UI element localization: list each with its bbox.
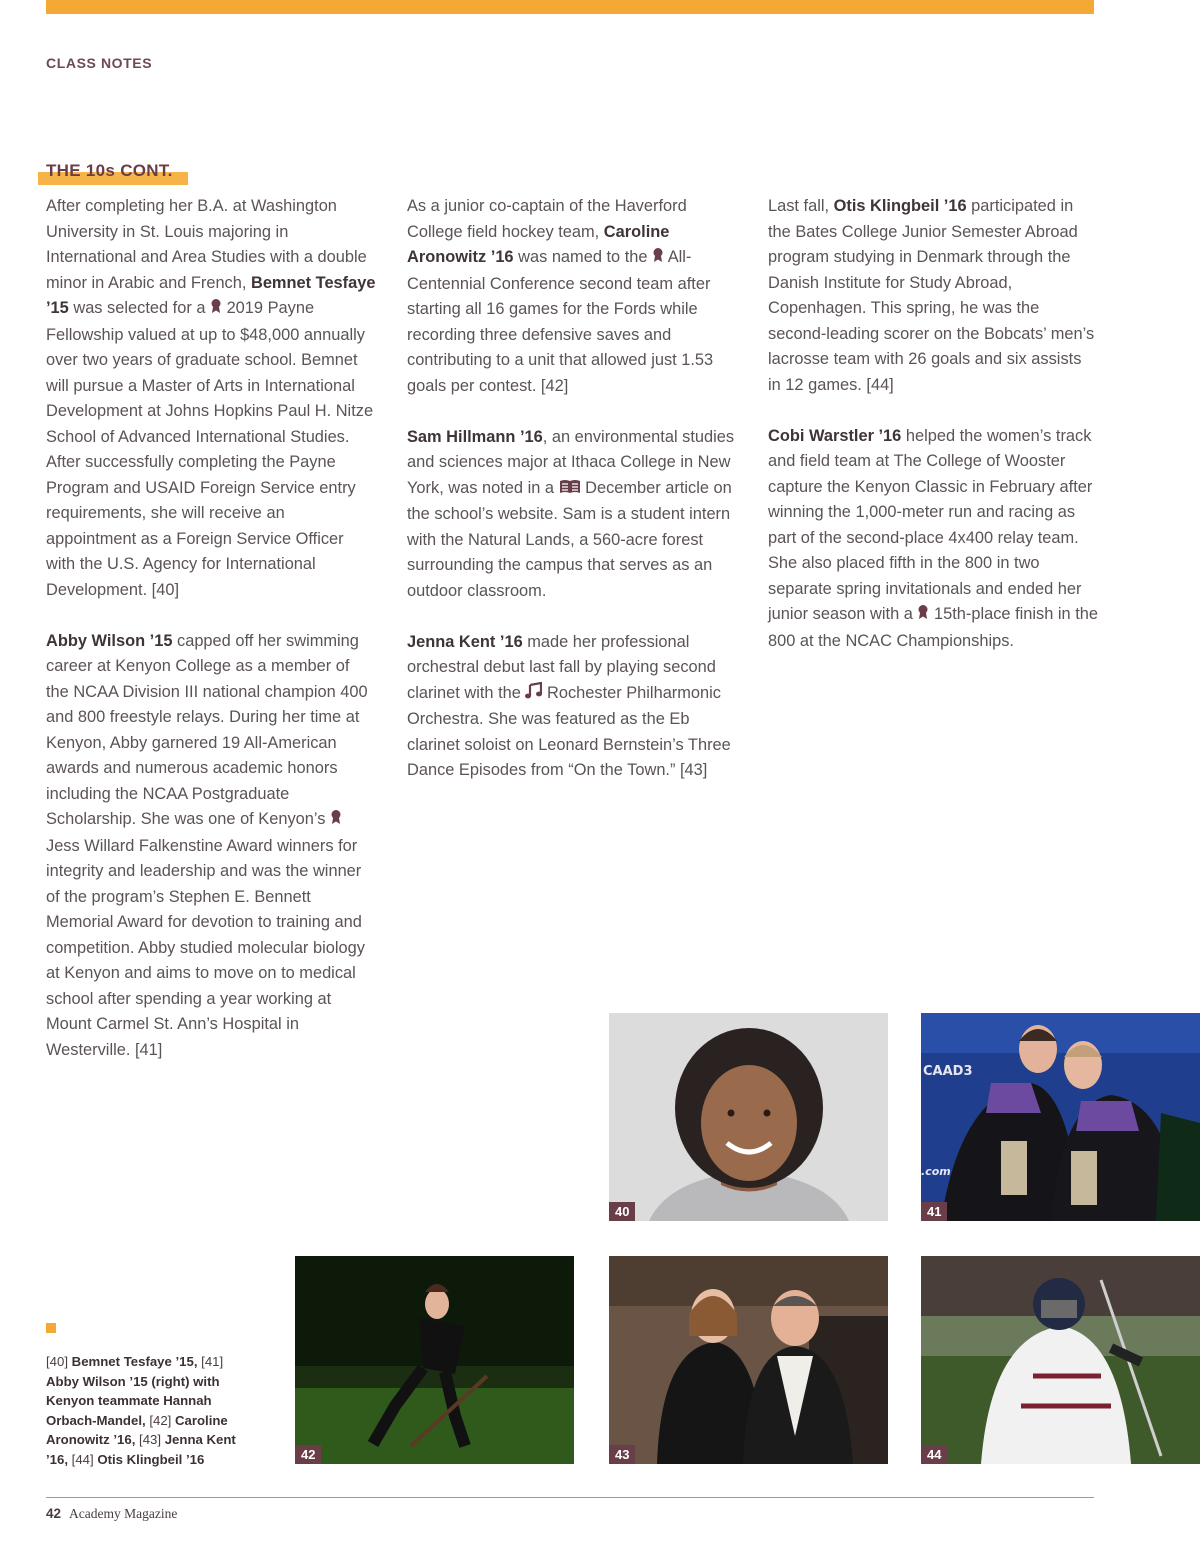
caption-marker (46, 1323, 56, 1333)
section-heading-wrap (38, 161, 173, 181)
column-3 (768, 194, 1098, 680)
photo-number-badge: 42 (295, 1445, 321, 1464)
note-sam-hillmann: Sam Hillmann ’16, an environmental studies and sciences major at Ithaca College in New York, was noted in a December article on the school’s website. Sam is a student intern with the Natural Lands, a 560-acre forest surrounding the campus that serves as an outdoor classroom. (407, 427, 735, 600)
photo-number-badge: 41 (921, 1202, 947, 1221)
award-ribbon-icon[interactable] (210, 297, 222, 323)
photo-number-badge: 44 (921, 1445, 947, 1464)
photo-otis-klingbeil (921, 1256, 1200, 1464)
music-note-icon[interactable] (525, 682, 542, 708)
photo-jenna-kent (609, 1256, 888, 1464)
alum-name: Caroline Aronowitz ’16 (407, 222, 670, 266)
publication-name: Academy Magazine (69, 1506, 178, 1521)
photo-number-badge: 40 (609, 1202, 635, 1221)
photo-caption: [40] Bemnet Tesfaye ’15, [41] Abby Wilson ’15 (right) with Kenyon teammate Hannah Orbach-Mandel, [42] Caroline Aronowitz ’16, [43] Jenna Kent ’16, [44] Otis Klingbeil ’16 (46, 1354, 236, 1467)
column-2 (407, 194, 737, 809)
banner-text: CAAD3 (923, 1064, 973, 1079)
photo-caroline-aronowitz (295, 1256, 574, 1464)
alum-name: Abby Wilson ’15 (46, 631, 173, 650)
alum-name: Otis Klingbeil ’16 (833, 197, 967, 215)
award-ribbon-icon[interactable] (917, 603, 929, 629)
photo-bemnet-tesfaye (609, 1013, 888, 1221)
alum-name: Jenna Kent ’16 (407, 632, 523, 651)
note-bemnet-tesfaye: After completing her B.A. at Washington University in St. Louis majoring in International and Area Studies with a double minor in Arabic and French, Bemnet Tesfaye ’15 was selected for a 2019 Payne Fellowship valued at up to $48,000 annually over two years of graduate school. Bemnet will pursue a Master of Arts in International Development at Johns Hopkins Paul H. Nitze School of Advanced International Studies. After successfully completing the Payne Program and USAID Foreign Service entry requirements, she will receive an appointment as a Foreign Service Officer with the U.S. Agency for International Development. [40] (46, 197, 376, 599)
page-footer (46, 1506, 177, 1522)
column-1 (46, 194, 376, 1089)
award-ribbon-icon[interactable] (652, 246, 664, 272)
photo-number-badge: 43 (609, 1445, 635, 1464)
award-ribbon-icon[interactable] (330, 808, 342, 834)
page-number: 42 (46, 1506, 62, 1521)
banner-text: .com (921, 1165, 951, 1178)
note-cobi-warstler: Cobi Warstler ’16 helped the women’s track and field team at The College of Wooster capture the Kenyon Classic in February after winning the 1,000-meter run and racing as part of the second-place 4x400 relay team. She also placed fifth in the 800 in two separate spring invitationals and ended her junior season with a 15th-place finish in the 800 at the NCAC Championships. (768, 426, 1098, 650)
alum-name: Sam Hillmann ’16 (407, 427, 543, 446)
photo-abby-wilson (921, 1013, 1200, 1221)
alum-name: Bemnet Tesfaye ’15 (46, 273, 376, 317)
note-caroline-aronowitz: As a junior co-captain of the Haverford College field hockey team, Caroline Aronowitz ’16 was named to the All-Centennial Conference second team after starting all 16 games for the Fords while recording three defensive saves and contributing to a unit that allowed just 1.53 goals per contest. [42] (407, 197, 714, 395)
section-label: CLASS NOTES (46, 55, 153, 71)
note-jenna-kent: Jenna Kent ’16 made her professional orchestral debut last fall by playing second clarinet with the Rochester Philharmonic Orchestra. She was featured as the Eb clarinet soloist on Leonard Bernstein’s Three Dance Episodes from “On the Town.” [43] (407, 632, 731, 779)
alum-name: Cobi Warstler ’16 (768, 426, 902, 445)
section-heading: THE 10s CONT. (46, 161, 173, 180)
note-abby-wilson: Abby Wilson ’15 capped off her swimming career at Kenyon College as a member of the NCAA Division III national champion 400 and 800 freestyle relays. During her time at Kenyon, Abby garnered 19 All-American awards and numerous academic honors including the NCAA Postgraduate Scholarship. She was one of Kenyon’s Jess Willard Falkenstine Award winners for integrity and leadership and was the winner of the program’s Stephen E. Bennett Memorial Award for devotion to training and competition. Abby studied molecular biology at Kenyon and aims to move on to medical school after spending a year working at Mount Carmel St. Ann’s Hospital in Westerville. [41] (46, 631, 368, 1059)
footer-rule (46, 1497, 1094, 1498)
open-book-icon[interactable] (559, 477, 581, 503)
note-otis-klingbeil: Last fall, Otis Klingbeil ’16 participated in the Bates College Junior Semester Abroad program studying in Denmark through the Danish Institute for Study Abroad, Copenhagen. This spring, he was the second-leading scorer on the Bobcats’ men’s lacrosse team with 26 goals and six assists in 12 games. [44] (768, 197, 1095, 394)
top-accent-bar (46, 0, 1094, 14)
